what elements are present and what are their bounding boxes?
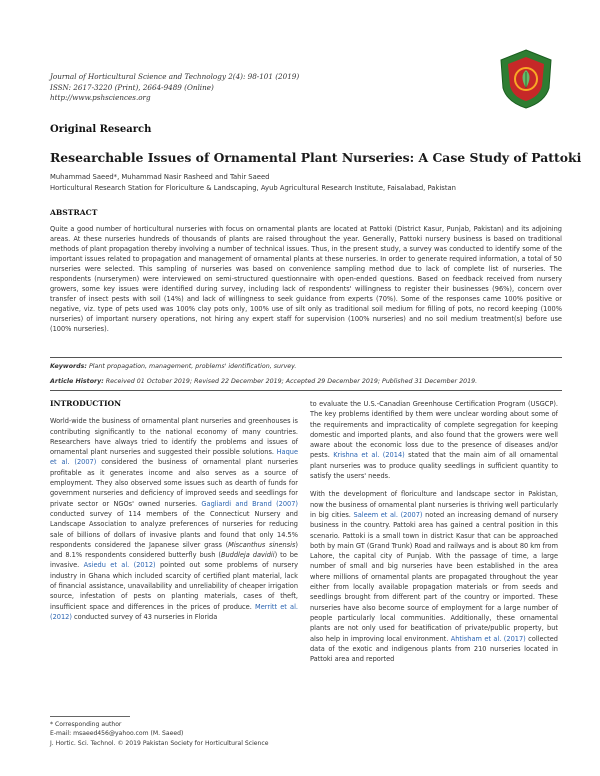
citation-link[interactable]: Merritt et al. (2012)	[50, 602, 299, 621]
article-history-line	[50, 378, 562, 385]
intro-paragraph-3: With the development of floriculture and landscape sector in Pakistan, now the business of ornamental plant nurseries is thriving well particularly in big cities. Saleem et al. (2007) noted an increasing demand of nursery business in the country. Pattoki area has gained a central position in this scenario. Pattoki is a small town in district Kasur that can be approached both by main GT (Grand Trunk) Road and railways and is about 80 km from Lahore, the capital city of Punjab. With the passage of time, a large number of small and big nurseries have been established in the area where millions of ornamental plants are propagated throughout the year either from locally available propagation materials or from seeds and seedlings brought from different part of the country or imported. These nurseries have also become source of employment for a large number of people particularly local communities. Additionally, these ornamental plants are not only used for beatification of private/public property, but also help in improving local environment. Ahtisham et al. (2017) collected data of the exotic and indigenous plants from 210 nurseries located in Pattoki area and reported	[310, 490, 559, 664]
journal-citation: Journal of Horticultural Science and Technology 2(4): 98-101 (2019)	[50, 72, 300, 81]
citation-link[interactable]: Saleem et al. (2007)	[353, 510, 423, 519]
history-text: Received 01 October 2019; Revised 22 December 2019; Accepted 29 December 2019; Published 31 December 2019.	[105, 378, 478, 385]
keywords-text: Plant propagation, management, problems' identification, survey.	[88, 363, 297, 370]
divider-bottom	[50, 390, 562, 391]
introduction-heading: INTRODUCTION	[50, 399, 122, 408]
left-column	[50, 399, 298, 630]
paper-title: Researchable Issues of Ornamental Plant Nurseries: A Case Study of Pattoki	[50, 150, 582, 165]
divider-top	[50, 357, 562, 358]
footnote-divider	[50, 716, 130, 717]
journal-issn: ISSN: 2617-3220 (Print), 2664-9489 (Online)	[50, 82, 214, 92]
keywords-label: Keywords:	[50, 363, 87, 370]
society-logo	[497, 48, 555, 110]
abstract-text: Quite a good number of horticultural nurseries with focus on ornamental plants are located at Pattoki (District Kasur, Punjab, Pakistan) and its adjoining areas. At these nurseries hundreds of thousands of plants are raised throughout the year. Generally, Pattoki nursery business is based on traditional methods of plant propagation thereby involving a number of technical issues. Thus, in the present study, a survey was conducted to identify some of the important issues related to propagation and management of ornamental plants at these nurseries. In order to generate required information, a total of 50 nurseries were selected. This sampling of nurseries was based on convenience sampling method due to lack of complete list of nurseries. The respondents (nurserymen) were interviewed on semi-structured questionnaire with open-ended questions. Based on feedback received from nursery growers, some key issues were identified during survey, including lack of respondents' willingness to register their businesses (96%), concern over transfer of insect pests with soil (14%) and lack of willingness to seek guidance from experts (70%). Some of the responses came 100% positive or negative, viz. type of pets used was 100% clay pots only, 100% use of silt only as traditional soil medium for filling of pots, no record keeping (100% nurseries) of important nursery operations, not hiring any expert staff for supervision (100% nurseries) and no soil medium treatment(s) before use (100% nurseries).	[50, 225, 562, 333]
author-names: Muhammad Saeed*, Muhammad Nasir Rasheed and Tahir Saeed	[50, 173, 270, 181]
journal-header	[50, 72, 450, 104]
article-type-label: Original Research	[50, 124, 152, 135]
journal-url[interactable]: http://www.pshsciences.org	[50, 93, 151, 102]
citation-link[interactable]: Krishna et al. (2014)	[333, 451, 405, 460]
citation-link[interactable]: Ahtisham et al. (2017)	[450, 634, 526, 643]
citation-link[interactable]: Haque et al. (2007)	[50, 448, 298, 467]
species-name: Miscanthus sinensis	[228, 540, 296, 549]
corresponding-email[interactable]: E-mail: msaeed456@yahoo.com (M. Saeed)	[50, 730, 184, 738]
citation-link[interactable]: Asiedu et al. (2012)	[83, 561, 156, 570]
corresponding-author-note: * Corresponding author	[50, 721, 122, 728]
history-label: Article History:	[50, 378, 104, 385]
intro-paragraph-2: to evaluate the U.S.-Canadian Greenhouse Certification Program (USGCP). The key problems identified by them were unclear wording about some of the requirements and impracticality of complete segregation for keeping domestic and imported plants, and also found that the growers were well aware about the economic loss due to the presence of diseases and/or pests. Krishna et al. (2014) stated that the main aim of all ornamental plant nurseries was to produce quality seedlings in sufficient quantity to satisfy the users' needs.	[310, 400, 559, 481]
copyright-line: J. Hortic. Sci. Technol. © 2019 Pakistan Society for Horticultural Science	[50, 739, 269, 747]
right-column	[310, 399, 558, 672]
author-block	[50, 172, 560, 193]
keywords-line	[50, 363, 562, 370]
intro-paragraph-1: World-wide the business of ornamental plant nurseries and greenhouses is contributing significantly to the national economy of many countries. Researchers have always tried to identify the problems and issues of ornamental plant nurseries and suggested their possible solutions. Haque et al. (2007) considered the business of ornamental plant nurseries profitable as it generates income and also serves as a source of employment. They also observed some issues such as dearth of funds for government nurseries and deficiency of improved seeds and seedlings for private sector or NGOs' owned nurseries. Gagliardi and Brand (2007) conducted survey of 114 members of the Connecticut Nursery and Landscape Association to analyze preferences of nurseries for reducing sale of billions of dollars of invasive plants and found that only 14.5% respondents considered the Japanese silver grass (Miscanthus sinensis) and 8.1% respondents considered butterfly bush (Buddleja davidii) to be invasive. Asiedu et al. (2012) pointed out some problems of nursery industry in Ghana which included scarcity of certified plant material, lack of financial assistance, unavailability and unreliability of cheaper irrigation source, infestation of pests on planting materials, cases of theft, insufficient space and differences in the prices of produce. Merritt et al. (2012) conducted survey of 43 nurseries in Florida	[50, 417, 299, 621]
species-name: Buddleja davidii	[220, 551, 275, 560]
citation-link[interactable]: Gagliardi and Brand (2007)	[201, 499, 298, 508]
abstract-heading: ABSTRACT	[50, 208, 98, 217]
author-affiliation: Horticultural Research Station for Floriculture & Landscaping, Ayub Agricultural Research Institute, Faisalabad, Pakistan	[50, 183, 456, 192]
footnotes	[50, 720, 300, 748]
